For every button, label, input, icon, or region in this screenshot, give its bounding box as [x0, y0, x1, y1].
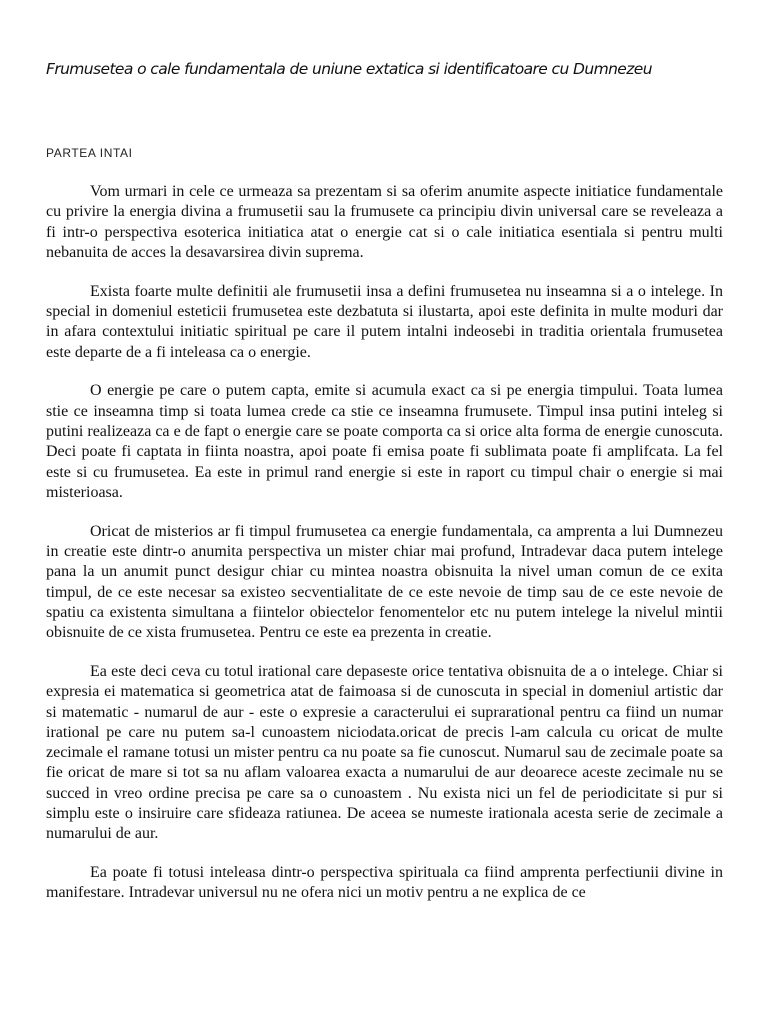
paragraph-3: O energie pe care o putem capta, emite si acumula exact ca si pe energia timpului. Toata lumea stie ce inseamna timp si toata lumea crede ca stie ce inseamna frumusete. Timpul insa putini inteleg si putini realizeaza ca e de fapt o energie care se poate comporta ca si orice alta forma de energie cunoscuta. Deci poate fi captata in fiinta noastra, apoi poate fi emisa poate fi sublimata poate fi amplifcata. La fel este si cu frumusetea. Ea este in primul rand energie si este in raport cu timpul chair o energie si mai misterioasa.: [46, 382, 723, 501]
section-heading: PARTEA INTAI: [46, 146, 133, 160]
paragraph-1: Vom urmari in cele ce urmeaza sa prezentam si sa oferim anumite aspecte initiatice fundamentale cu privire la energia divina a frumusetii sau la frumusete ca principiu divin universal care se reveleaza a fi intr-o perspectiva esoterica initiatica atat o energie cat si o cale initiatica esentiala si pentru multi nebanuita de acces la desavarsirea divin suprema.: [46, 183, 723, 261]
paragraph-2: Exista foarte multe definitii ale frumusetii insa a defini frumusetea nu inseamna si a o intelege. In special in domeniul esteticii frumusetea este dezbatuta si ilustarta, apoi este definita in multe moduri dar in afara contextului initiatic spiritual pe care il putem intalni indeosebi in traditia orientala frumusetea este departe de a fi inteleasa ca o energie.: [46, 282, 723, 361]
paragraph-4: Oricat de misterios ar fi timpul frumusetea ca energie fundamentala, ca amprenta a lui Dumnezeu in creatie este dintr-o anumita perspectiva un mister chiar mai profund, Intradevar daca putem intelege pana la un anumit punct desigur chiar cu mintea noastra obisnuita la nivel uman comun de ce exita timpul, de ce este necesar sa existeo secventialitate de ce este nevoie de timp sau de ce este nevoie de spatiu ca existenta simultana a fiintelor obiectelor fenomentelor etc nu putem intelege la nivelul mintii obisnuite de ce xista frumusetea. Pentru ce este ea prezenta in creatie.: [46, 522, 723, 642]
document-body: [46, 182, 723, 922]
paragraph-5: Ea este deci ceva cu totul irational care depaseste orice tentativa obisnuita de a o intelege. Chiar si expresia ei matematica si geometrica atat de faimoasa si de cunoscuta in special in domeniul artistic dar si matematic - numarul de aur - este o expresie a caracterului ei suprarational pentru ca fiind un numar irational pe care nu putem sa-l cunoastem niciodata.oricat de precis l-am calcula cu oricat de multe zecimale el ramane totusi un mister pentru ca nu poate sa fie cunoscut. Numarul sau de zecimale poate sa fie oricat de mare si tot sa nu aflam valoarea exacta a numarului de aur deoarece aceste zecimale nu se succed in vreo ordine precisa pe care sa o cunoastem . Nu exista nici un fel de periodicitate si pur si simplu este o insiruire care sfideaza ratiunea. De aceea se numeste irationala acesta serie de zecimale a numarului de aur.: [46, 662, 723, 843]
document-title: Frumusetea o cale fundamentala de uniune extatica si identificatoare cu Dumnezeu: [46, 60, 652, 78]
paragraph-6: Ea poate fi totusi inteleasa dintr-o perspectiva spirituala ca fiind amprenta perfectiunii divine in manifestare. Intradevar universul nu ne ofera nici un motiv pentru a ne explica de ce: [46, 864, 723, 902]
